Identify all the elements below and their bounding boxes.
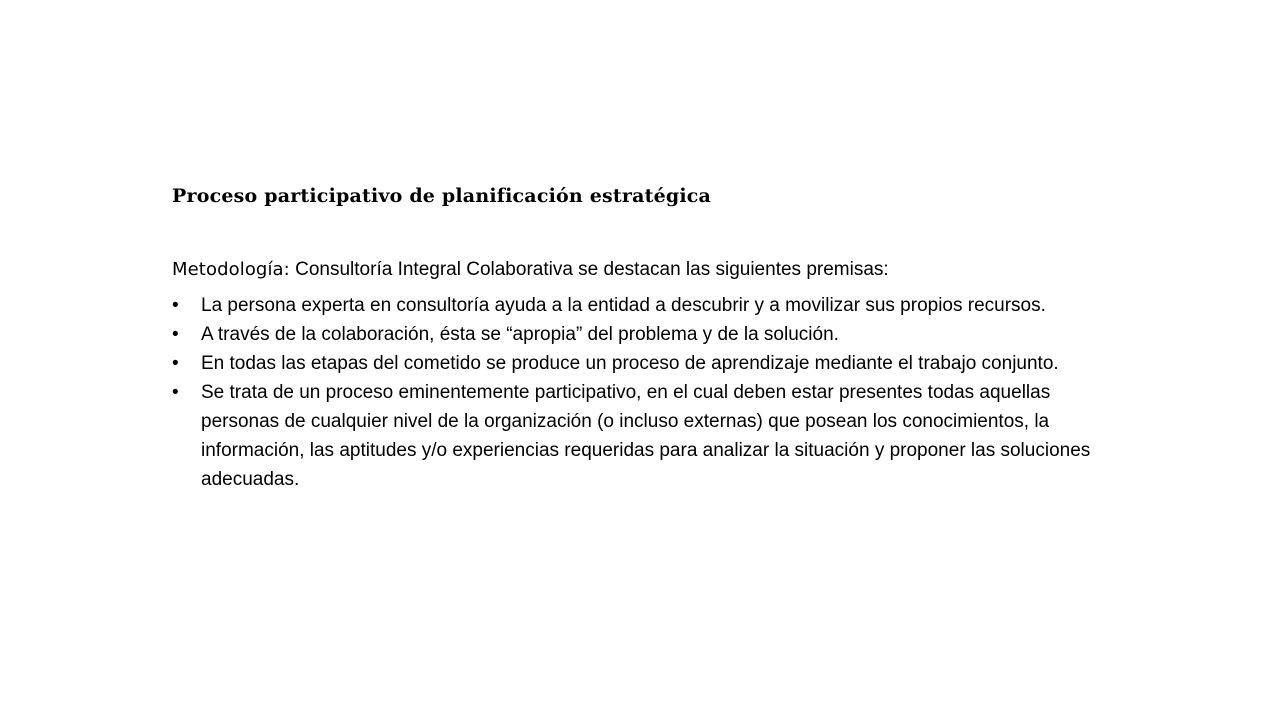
premise-text: Se trata de un proceso eminentemente participativo, en el cual deben estar presentes todas aquellas personas de cualquier nivel de la organización (o incluso externas) que posean los conocimientos, la información, las aptitudes y/o experiencias requeridas para analizar la situación y proponer las soluciones adecuadas. bbox=[201, 382, 1091, 490]
premise-text: A través de la colaboración, ésta se “apropia” del problema y de la solución. bbox=[201, 324, 839, 345]
bullet-icon: • bbox=[172, 295, 179, 316]
premise-text: En todas las etapas del cometido se produce un proceso de aprendizaje mediante el trabajo conjunto. bbox=[201, 353, 1059, 374]
methodology-label: Metodología: bbox=[172, 259, 290, 280]
premise-item bbox=[172, 291, 1112, 320]
slide-title: Proceso participativo de planificación estratégica bbox=[172, 185, 712, 207]
premises-list bbox=[172, 291, 1112, 494]
methodology-text: Consultoría Integral Colaborativa se destacan las siguientes premisas: bbox=[289, 259, 889, 280]
bullet-icon: • bbox=[172, 382, 179, 403]
premise-item bbox=[172, 378, 1112, 494]
premise-item bbox=[172, 320, 1112, 349]
bullet-icon: • bbox=[172, 324, 179, 345]
bullet-icon: • bbox=[172, 353, 179, 374]
methodology-line bbox=[172, 257, 1152, 283]
premise-item bbox=[172, 349, 1112, 378]
premise-text: La persona experta en consultoría ayuda a la entidad a descubrir y a movilizar sus propios recursos. bbox=[201, 295, 1046, 316]
